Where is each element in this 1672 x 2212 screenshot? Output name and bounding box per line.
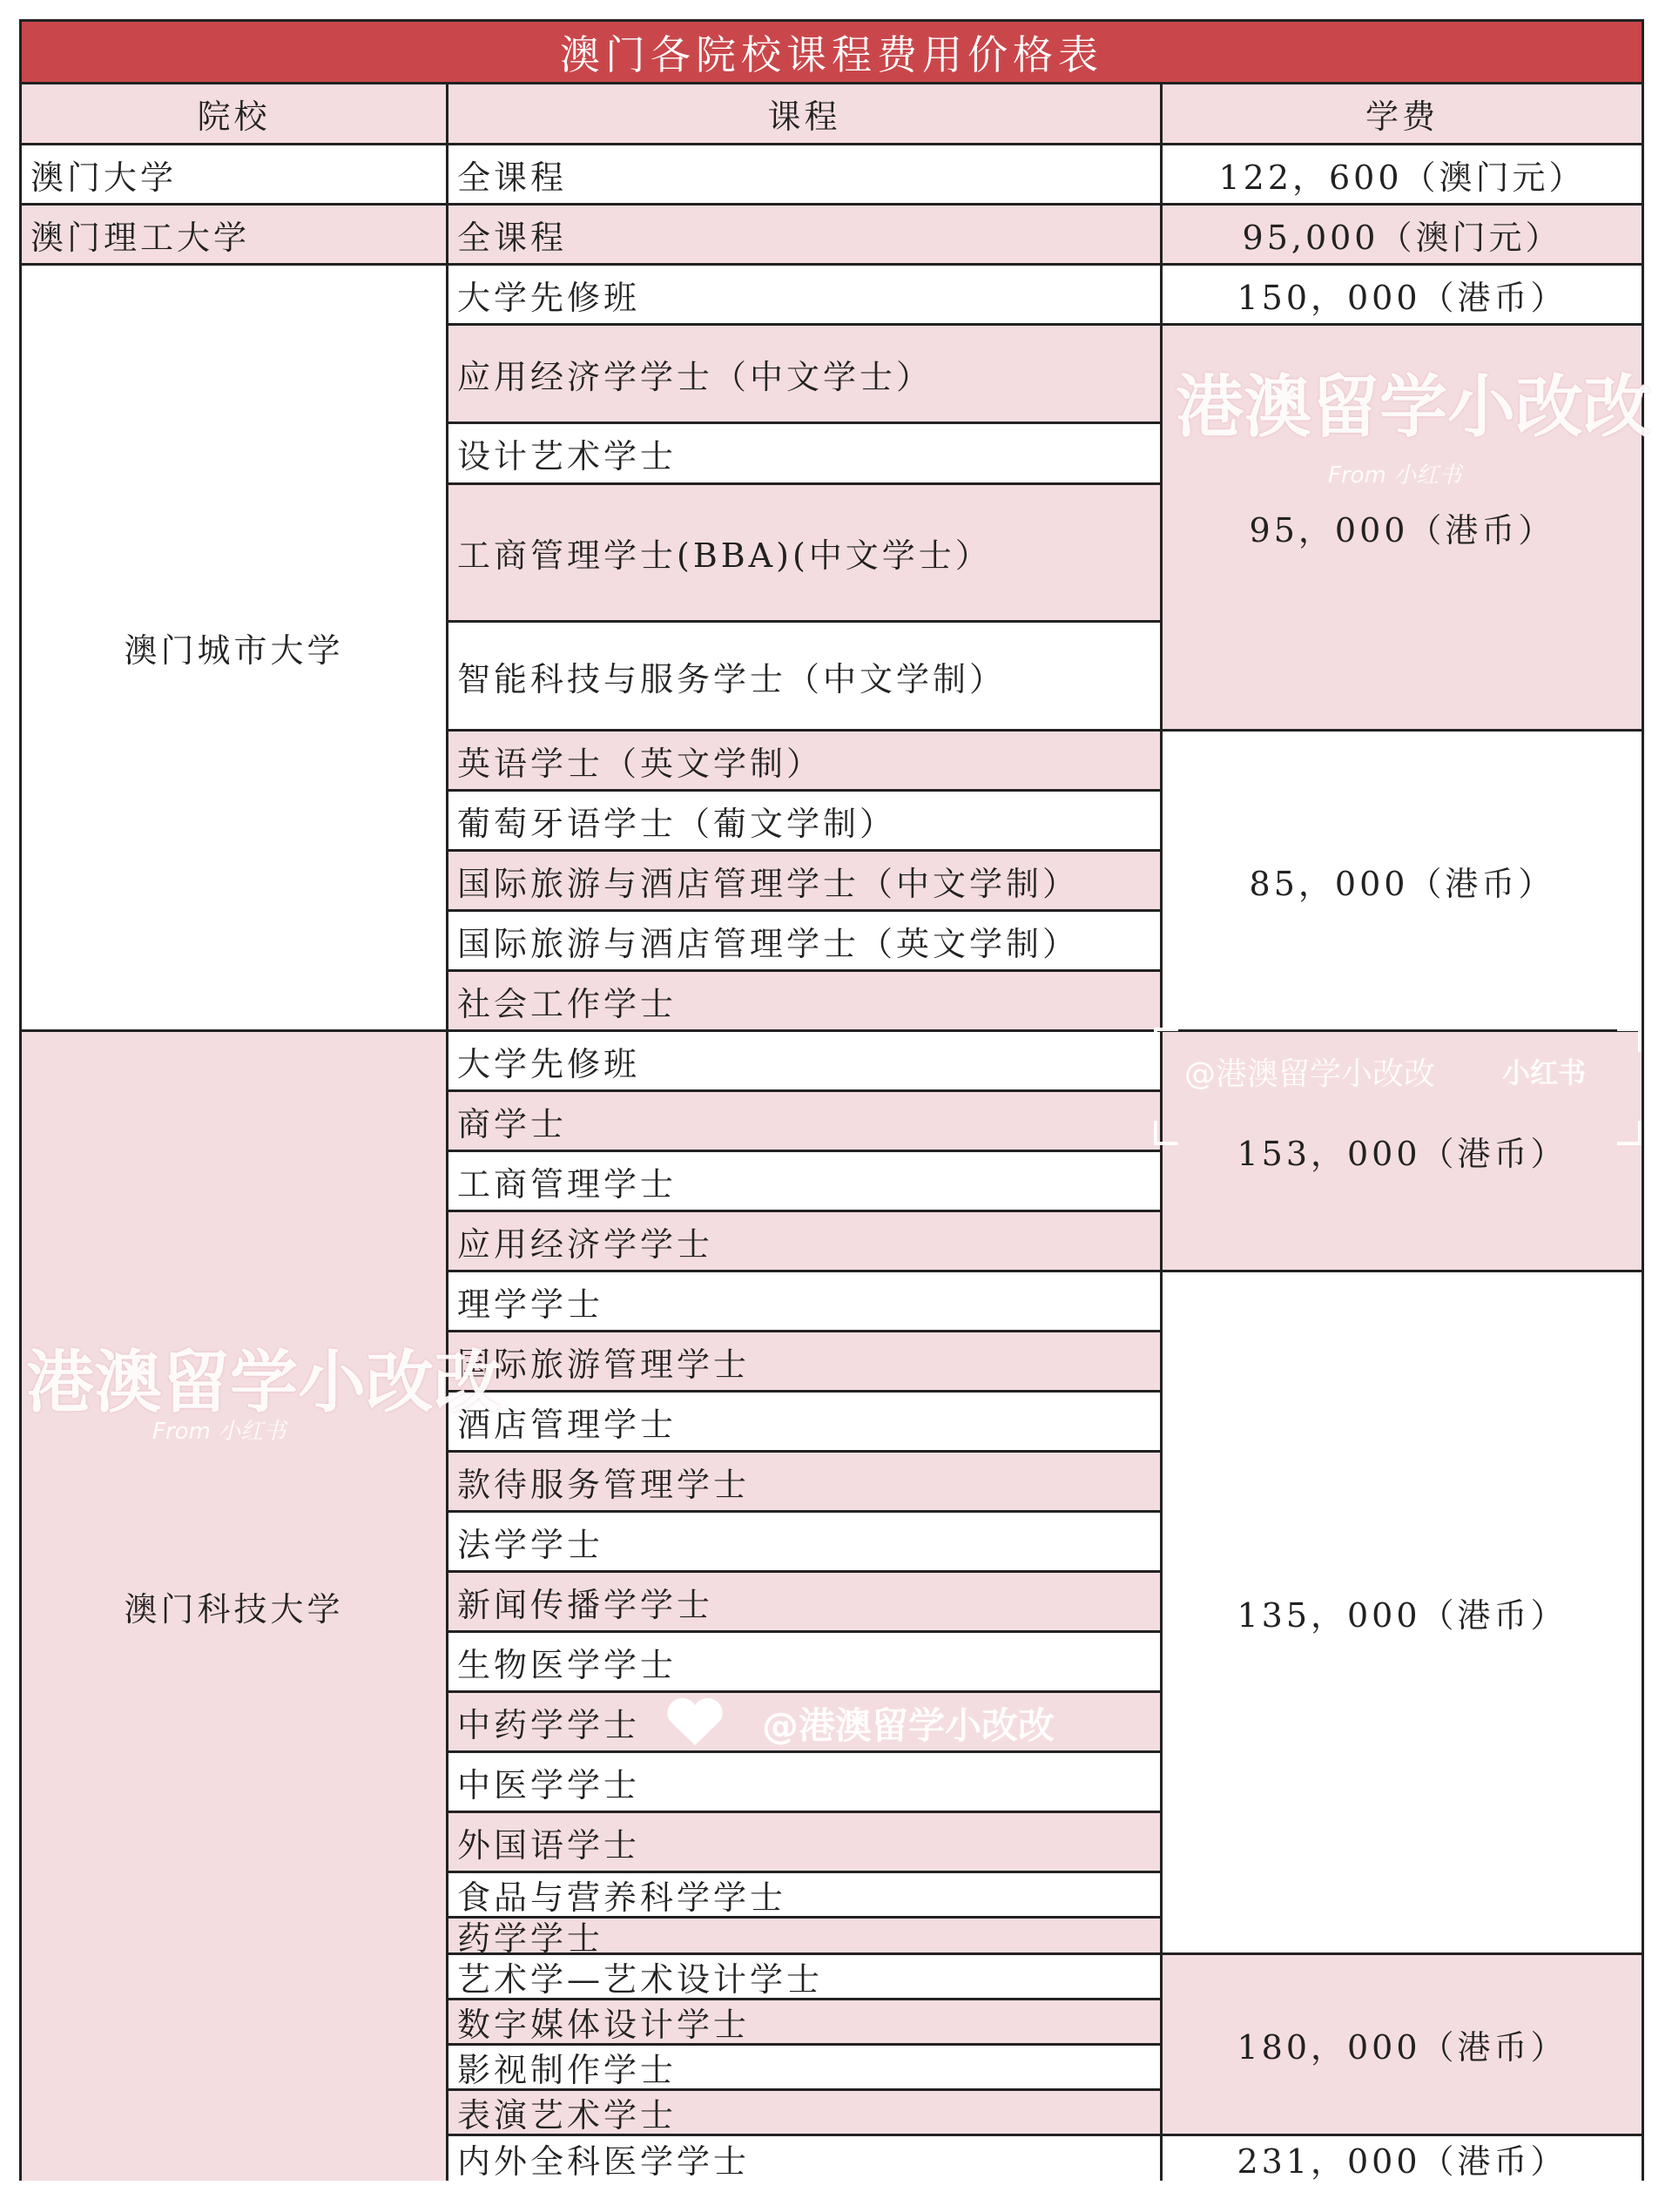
watermark-from: From 小红书 xyxy=(152,1419,287,1445)
course-row: 工商管理学士(BBA)(中文学士） xyxy=(448,485,1163,623)
course-row: 药学学士 xyxy=(448,1919,1163,1955)
header-school: 院校 xyxy=(22,84,448,145)
header-course: 课程 xyxy=(448,84,1163,145)
course-row: 应用经济学学士 xyxy=(448,1212,1163,1272)
fee-must-135000: 135，000（港币） xyxy=(1163,1272,1642,1955)
course-row: 理学学士 xyxy=(448,1272,1163,1332)
course-row: 应用经济学学士（中文学士） xyxy=(448,326,1163,424)
course-row: 英语学士（英文学制） xyxy=(448,732,1163,792)
course-row: 新闻传播学学士 xyxy=(448,1573,1163,1633)
watermark-corner xyxy=(1617,1028,1642,1052)
watermark-corner xyxy=(1617,1121,1642,1145)
watermark-text: 港澳留学小改改 xyxy=(1176,368,1652,447)
fee-city-prep: 150，000（港币） xyxy=(1163,266,1642,326)
watermark-corner xyxy=(1154,1028,1178,1052)
header-fee: 学费 xyxy=(1163,84,1642,145)
watermark-app: 小红书 xyxy=(1502,1056,1587,1089)
fee-must-153000: 153，000（港币） xyxy=(1163,1032,1642,1272)
course-row: 内外全科医学学士 xyxy=(448,2136,1163,2181)
course-row: 商学士 xyxy=(448,1092,1163,1152)
course-row: 酒店管理学士 xyxy=(448,1393,1163,1453)
course-row: 表演艺术学士 xyxy=(448,2091,1163,2136)
course-mpu: 全课程 xyxy=(448,206,1163,266)
school-city-u: 澳门城市大学 xyxy=(22,266,448,1032)
fee-city-85000: 85，000（港币） xyxy=(1163,732,1642,1032)
course-row: 生物医学学士 xyxy=(448,1633,1163,1693)
fee-must-180000: 180，000（港币） xyxy=(1163,1955,1642,2136)
watermark-handle: @港澳留学小改改 xyxy=(762,1704,1055,1747)
course-row: 影视制作学士 xyxy=(448,2046,1163,2091)
course-row: 中药学学士 xyxy=(448,1693,1163,1753)
fee-table xyxy=(19,19,1652,2181)
course-row: 外国语学士 xyxy=(448,1813,1163,1873)
school-mpu: 澳门理工大学 xyxy=(22,206,448,266)
watermark-corner xyxy=(1154,1121,1178,1145)
course-row: 款待服务管理学士 xyxy=(448,1453,1163,1513)
course-row: 大学先修班 xyxy=(448,266,1163,326)
fee-must-231000: 231，000（港币） xyxy=(1163,2136,1642,2181)
table-title: 澳门各院校课程费用价格表 xyxy=(22,22,1642,84)
course-row: 中医学学士 xyxy=(448,1753,1163,1813)
course-row: 国际旅游与酒店管理学士（英文学制） xyxy=(448,912,1163,972)
heart-icon xyxy=(664,1696,725,1747)
course-row: 大学先修班 xyxy=(448,1032,1163,1092)
fee-city-95000: 95，000（港币） xyxy=(1163,326,1642,732)
course-row: 数字媒体设计学士 xyxy=(448,2000,1163,2046)
watermark-handle: @港澳留学小改改 xyxy=(1184,1056,1436,1092)
course-row: 法学学士 xyxy=(448,1513,1163,1573)
course-row: 智能科技与服务学士（中文学制） xyxy=(448,623,1163,732)
course-row: 国际旅游管理学士 xyxy=(448,1332,1163,1393)
school-must: 澳门科技大学 xyxy=(22,1032,448,2181)
course-row: 工商管理学士 xyxy=(448,1152,1163,1212)
course-row: 社会工作学士 xyxy=(448,972,1163,1032)
course-um: 全课程 xyxy=(448,145,1163,206)
course-row: 国际旅游与酒店管理学士（中文学制） xyxy=(448,852,1163,912)
course-row: 艺术学—艺术设计学士 xyxy=(448,1955,1163,2000)
course-row: 葡萄牙语学士（葡文学制） xyxy=(448,792,1163,852)
school-um: 澳门大学 xyxy=(22,145,448,206)
watermark-text: 港澳留学小改改 xyxy=(26,1344,502,1422)
fee-um: 122，600（澳门元） xyxy=(1163,145,1642,206)
watermark-from: From 小红书 xyxy=(1328,462,1462,489)
course-row: 设计艺术学士 xyxy=(448,424,1163,485)
fee-mpu: 95,000（澳门元） xyxy=(1163,206,1642,266)
course-row: 食品与营养科学学士 xyxy=(448,1873,1163,1919)
